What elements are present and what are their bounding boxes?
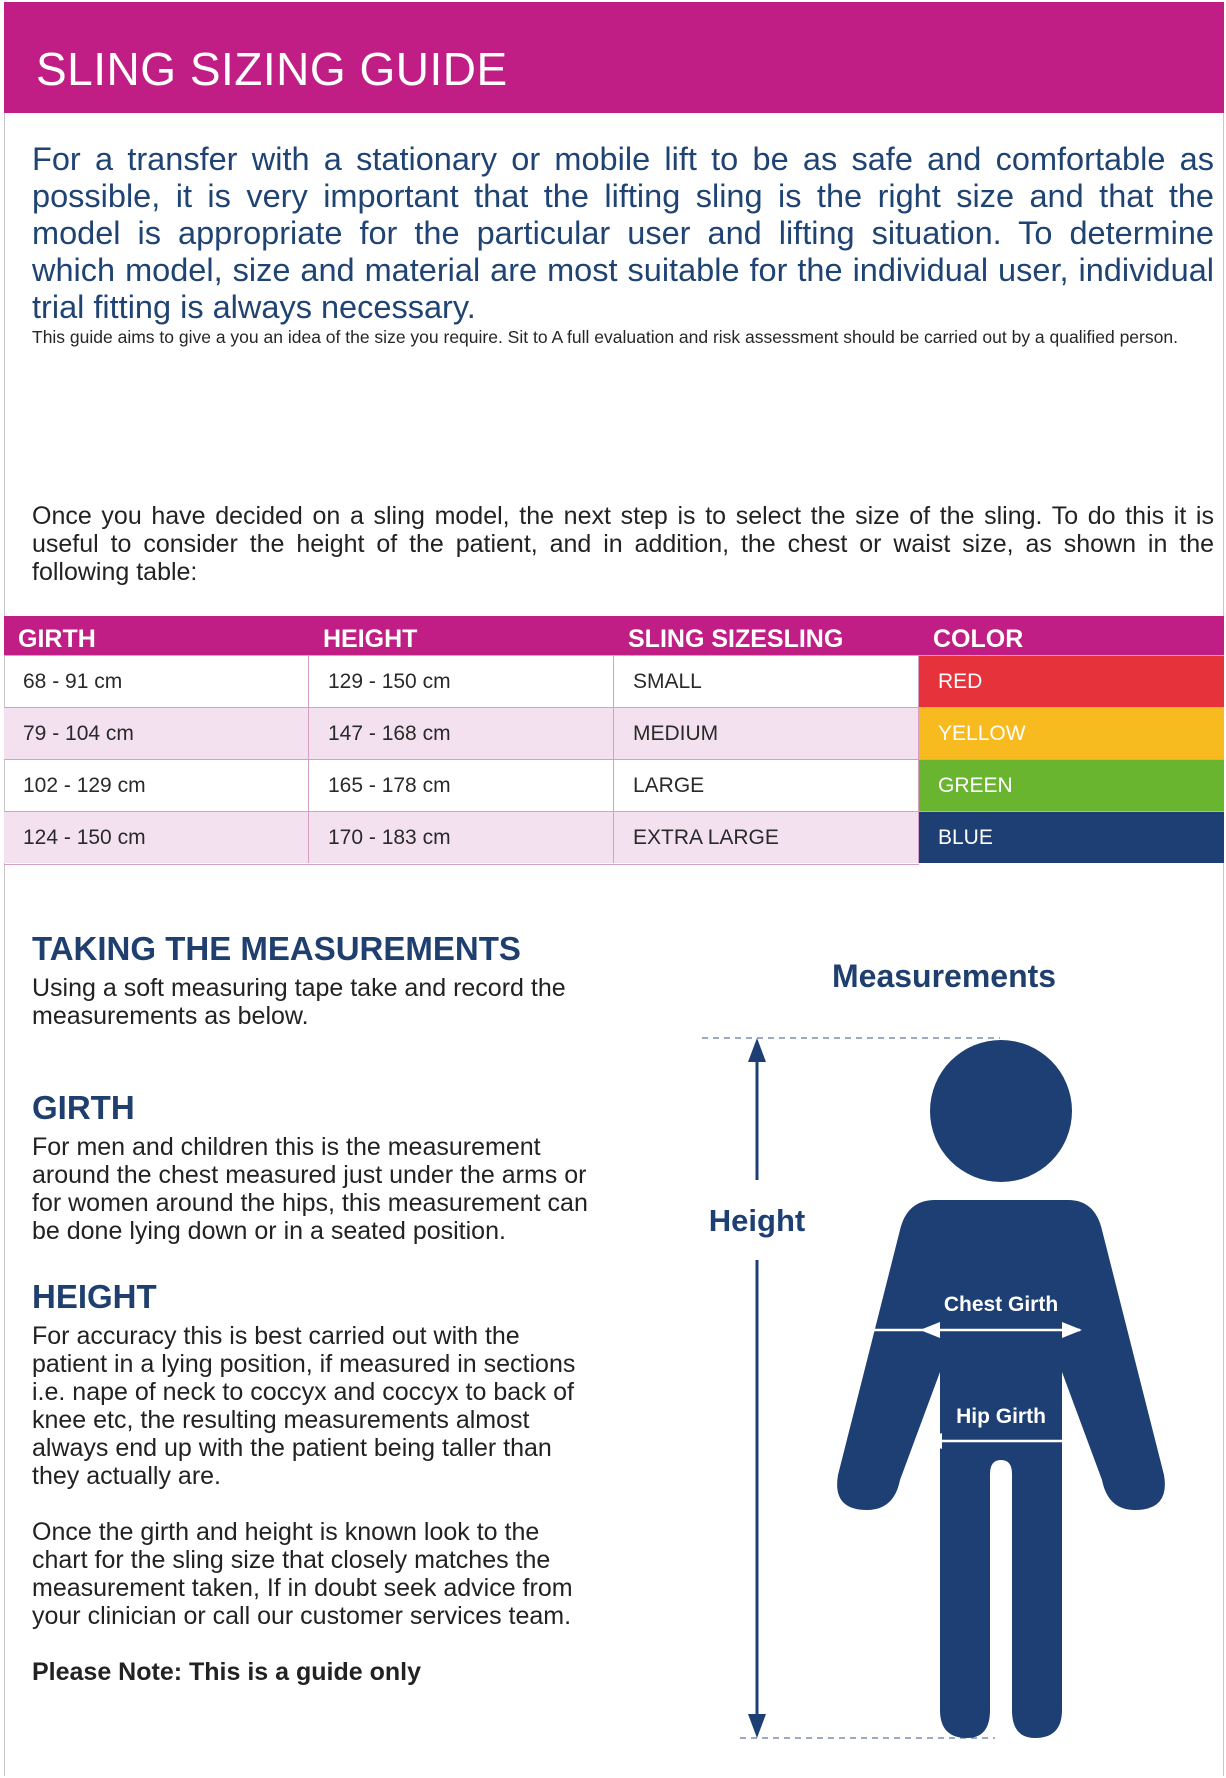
measurements-intro: Using a soft measuring tape take and record the measurements as below.	[32, 974, 566, 1030]
girth-heading: GIRTH	[32, 1089, 135, 1126]
girth-text: For men and children this is the measurement around the chest measured just under the arms or for women around the hips, this measurement can be done lying down or in a seated position.	[32, 1133, 588, 1245]
hip-girth-label: Hip Girth	[956, 1405, 1046, 1428]
color-cell: BLUE	[919, 812, 1224, 863]
height-cell: 147 - 168 cm	[309, 708, 614, 759]
person-silhouette-icon	[837, 1040, 1165, 1738]
table-row	[4, 707, 1224, 759]
size-cell: MEDIUM	[614, 708, 919, 759]
height-heading: HEIGHT	[32, 1278, 157, 1315]
figure-title: Measurements	[832, 958, 1057, 994]
color-cell: YELLOW	[919, 708, 1224, 759]
next-step-paragraph: Once you have decided on a sling model, the next step is to select the size of the sling. To do this it is useful to consider the height of the patient, and in addition, the chest or waist size, as shown in the following table:	[32, 502, 1214, 586]
girth-cell: 79 - 104 cm	[4, 708, 309, 759]
header-sling-size: SLING SIZESLING	[628, 625, 844, 653]
height-cell: 165 - 178 cm	[309, 760, 614, 811]
table-row	[4, 811, 1224, 863]
girth-cell: 68 - 91 cm	[4, 656, 309, 707]
color-cell: GREEN	[919, 760, 1224, 811]
size-cell: LARGE	[614, 760, 919, 811]
measurement-figure	[690, 1020, 1190, 1745]
height-arrow-icon	[748, 1038, 766, 1738]
height-text: For accuracy this is best carried out with the patient in a lying position, if measured in sections i.e. nape of neck to coccyx and coccyx to back of knee etc, the resulting measurements almost always end up with the patient being taller than they actually are.	[32, 1322, 576, 1490]
girth-cell: 102 - 129 cm	[4, 760, 309, 811]
table-header	[4, 616, 1224, 655]
table-row	[4, 655, 1224, 707]
height-text-followup: Once the girth and height is known look to the chart for the sling size that closely matches the measurement taken, If in doubt seek advice from your clinician or call our customer services team.	[32, 1518, 573, 1630]
size-cell: SMALL	[614, 656, 919, 707]
table-row	[4, 759, 1224, 811]
height-label: Height	[708, 1203, 806, 1238]
page-title: SLING SIZING GUIDE	[36, 43, 508, 95]
guide-only-note-text: Please Note: This is a guide only	[32, 1658, 421, 1686]
intro-paragraph: For a transfer with a stationary or mobile lift to be as safe and comfortable as possible, it is very important that the lifting sling is the right size and that the model is appropriate for the particular user and lifting situation. To determine which model, size and material are most suitable for the individual user, individual trial fitting is always necessary.	[32, 141, 1214, 325]
measurements-heading: TAKING THE MEASUREMENTS	[32, 930, 521, 967]
header-banner	[4, 2, 1224, 113]
girth-cell: 124 - 150 cm	[4, 812, 309, 863]
color-cell: RED	[919, 656, 1224, 707]
height-cell: 129 - 150 cm	[309, 656, 614, 707]
header-color: COLOR	[933, 625, 1024, 653]
guide-note: This guide aims to give a you an idea of the size you require. Sit to A full evaluation and risk assessment should be carried out by a qualified person.	[32, 327, 1178, 347]
chest-girth-label: Chest Girth	[943, 1293, 1059, 1316]
header-girth: GIRTH	[18, 625, 96, 653]
guide-only-note	[32, 1658, 592, 1686]
size-cell: EXTRA LARGE	[614, 812, 919, 863]
table-bottom-border	[4, 864, 919, 865]
header-height: HEIGHT	[323, 625, 418, 653]
height-cell: 170 - 183 cm	[309, 812, 614, 863]
